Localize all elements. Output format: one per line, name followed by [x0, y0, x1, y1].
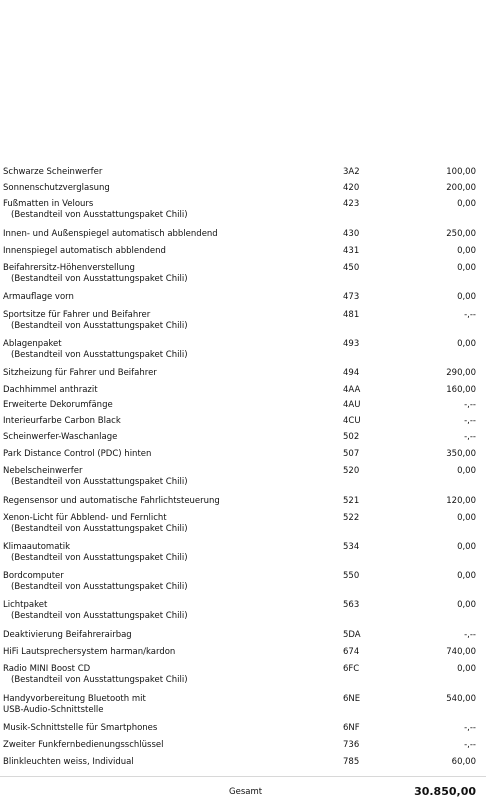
item-price: -,-- [464, 400, 476, 410]
item-price: 0,00 [457, 600, 476, 610]
item-code: 4CU [343, 416, 361, 426]
item-code: 420 [343, 183, 360, 193]
item-price: 290,00 [446, 368, 476, 378]
total-value: 30.850,00 [414, 785, 476, 798]
item-price: -,-- [464, 630, 476, 640]
item-code: 563 [343, 600, 360, 610]
item-price: -,-- [464, 723, 476, 733]
item-code: 450 [343, 263, 360, 273]
item-code: 522 [343, 513, 360, 523]
item-price: 0,00 [457, 542, 476, 552]
item-note: (Bestandteil von Ausstattungspaket Chili) [11, 553, 188, 563]
item-label: Radio MINI Boost CD [3, 664, 91, 674]
item-code: 423 [343, 199, 360, 209]
item-code: 493 [343, 339, 360, 349]
item-price: 0,00 [457, 571, 476, 581]
item-code: 473 [343, 292, 360, 302]
total-divider [0, 776, 486, 777]
item-price: -,-- [464, 432, 476, 442]
item-code: 4AA [343, 385, 361, 395]
item-label: Fußmatten in Velours [3, 199, 94, 209]
item-price: 0,00 [457, 292, 476, 302]
item-price: 740,00 [446, 647, 476, 657]
item-label: Regensensor und automatische Fahrlichtsteuerung [3, 496, 220, 506]
item-label: Schwarze Scheinwerfer [3, 167, 103, 177]
item-code: 507 [343, 449, 360, 459]
item-label: Armauflage vorn [3, 292, 74, 302]
item-code: 3A2 [343, 167, 360, 177]
item-note: USB-Audio-Schnittstelle [3, 705, 104, 715]
item-price: 0,00 [457, 263, 476, 273]
total-label: Gesamt [229, 787, 263, 797]
item-label: HiFi Lautsprechersystem harman/kardon [3, 647, 176, 657]
item-code: 6NF [343, 723, 360, 733]
item-code: 6FC [343, 664, 360, 674]
item-code: 534 [343, 542, 360, 552]
item-label: Lichtpaket [3, 600, 48, 610]
item-price: 200,00 [446, 183, 476, 193]
item-note: (Bestandteil von Ausstattungspaket Chili) [11, 611, 188, 621]
item-price: 540,00 [446, 694, 476, 704]
item-label: Handyvorbereitung Bluetooth mit [3, 694, 146, 704]
item-code: 521 [343, 496, 360, 506]
item-label: Zweiter Funkfernbedienungsschlüssel [3, 740, 164, 750]
item-price: 0,00 [457, 513, 476, 523]
item-code: 430 [343, 229, 360, 239]
item-label: Scheinwerfer-Waschanlage [3, 432, 118, 442]
item-code: 785 [343, 757, 360, 767]
item-label: Sportsitze für Fahrer und Beifahrer [3, 310, 151, 320]
item-price: 250,00 [446, 229, 476, 239]
item-label: Musik-Schnittstelle für Smartphones [3, 723, 158, 733]
item-code: 5DA [343, 630, 361, 640]
item-label: Park Distance Control (PDC) hinten [3, 449, 152, 459]
item-price: -,-- [464, 310, 476, 320]
item-code: 4AU [343, 400, 361, 410]
item-note: (Bestandteil von Ausstattungspaket Chili) [11, 477, 188, 487]
item-note: (Bestandteil von Ausstattungspaket Chili) [11, 274, 188, 284]
item-price: 60,00 [451, 757, 476, 767]
item-code: 736 [343, 740, 360, 750]
item-label: Xenon-Licht für Abblend- und Fernlicht [3, 513, 167, 523]
item-label: Nebelscheinwerfer [3, 466, 83, 476]
item-price: -,-- [464, 416, 476, 426]
item-code: 502 [343, 432, 360, 442]
item-code: 674 [343, 647, 360, 657]
item-label: Bordcomputer [3, 571, 64, 581]
item-label: Innen- und Außenspiegel automatisch abblendend [3, 229, 218, 239]
item-code: 481 [343, 310, 360, 320]
item-label: Dachhimmel anthrazit [3, 385, 98, 395]
item-price: 100,00 [446, 167, 476, 177]
item-note: (Bestandteil von Ausstattungspaket Chili) [11, 321, 188, 331]
item-label: Interieurfarbe Carbon Black [3, 416, 121, 426]
item-label: Beifahrersitz-Höhenverstellung [3, 263, 135, 273]
item-price: 0,00 [457, 339, 476, 349]
item-code: 550 [343, 571, 360, 581]
item-code: 494 [343, 368, 360, 378]
item-code: 431 [343, 246, 360, 256]
item-label: Deaktivierung Beifahrerairbag [3, 630, 132, 640]
item-note: (Bestandteil von Ausstattungspaket Chili) [11, 675, 188, 685]
item-label: Sonnenschutzverglasung [3, 183, 110, 193]
item-label: Innenspiegel automatisch abblendend [3, 246, 166, 256]
item-note: (Bestandteil von Ausstattungspaket Chili) [11, 524, 188, 534]
item-label: Blinkleuchten weiss, Individual [3, 757, 134, 767]
item-code: 6NE [343, 694, 361, 704]
item-price: 120,00 [446, 496, 476, 506]
item-price: 0,00 [457, 199, 476, 209]
item-price: 350,00 [446, 449, 476, 459]
item-label: Klimaautomatik [3, 542, 71, 552]
item-label: Ablagenpaket [3, 339, 62, 349]
item-code: 520 [343, 466, 360, 476]
item-price: 0,00 [457, 246, 476, 256]
item-price: 160,00 [446, 385, 476, 395]
item-label: Sitzheizung für Fahrer und Beifahrer [3, 368, 157, 378]
item-price: 0,00 [457, 466, 476, 476]
item-price: 0,00 [457, 664, 476, 674]
item-note: (Bestandteil von Ausstattungspaket Chili) [11, 210, 188, 220]
item-label: Erweiterte Dekorumfänge [3, 400, 113, 410]
item-note: (Bestandteil von Ausstattungspaket Chili) [11, 582, 188, 592]
item-note: (Bestandteil von Ausstattungspaket Chili) [11, 350, 188, 360]
item-price: -,-- [464, 740, 476, 750]
